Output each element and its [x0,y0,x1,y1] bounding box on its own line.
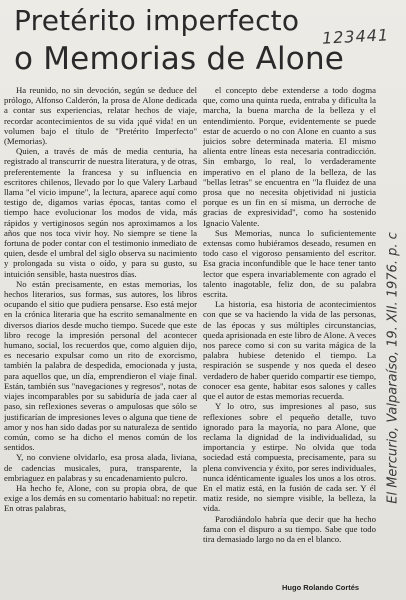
author-byline: Hugo Rolando Cortés [282,583,360,592]
article-column-left [4,85,197,577]
paragraph: Ha hecho fe, Alone, con su propia obra, de que exige a los demás en su comentario habitual: no repetir. En otras palabras, [4,482,197,514]
handwritten-catalog-number: 123441 [321,25,390,48]
paragraph: el concepto debe extenderse a todo dogma que, como una quinta rueda, entraba y dificulta la marcha, la buena marcha de la belleza y el entendimiento. Porque, evidentemente se puede estar de acuerdo o no con Alone en cuanto a sus juicios sobre determinada materia. El mismo alienta entre líneas esta necesaria contradicción. Sin embargo, lo real, lo verdaderamente imperativo en el plano de la belleza, de las "bellas letras" se encuentra en "la fluidez de una prosa que no necesita objetividad ni justicia porque es un fin en sí misma, un derroche de gracias de expresividad", como ha sostenido Ignacio Valente. [203,85,376,228]
paragraph: Ha reunido, no sin devoción, según se deduce del prólogo, Alfonso Calderón, la prosa de Alone dedicada a contar sus experiencias, relatar hechos de viaje, recordar acontecimientos de su vida ¡qué vida! en un volumen bajo el título de "Pretérito Imperfecto"(Memorias). [4,85,197,147]
paragraph: Parodiándolo habría que decir que ha hecho fama con el dispuro a su tiempo. Sabe que todo tira demasiado largo no da en el blanco. [203,513,376,544]
paragraph: La historia, esa historia de acontecimientos con que se va haciendo la vida de las personas, de las épocas y sus múltiples circunstancias, queda aprisionada en este libro de Alone. A veces nos parece como si con su varita mágica de la palabra hubiese detenido el tiempo. La respiración se suspende y nos queda el deseo verdadero de haber querido compartir ese tiempo, conocer esa gente, habitar esos salones y calles que el autor de estas memorias recuerda. [203,299,376,402]
headline-line-1: Pretérito imperfecto [14,4,300,37]
paragraph: Y, no conviene olvidarlo, esa prosa alada, liviana, de cadencias musicales, pura, transparente, la embriaguez en palabras y su encadenamiento pulcro. [4,452,197,483]
paragraph: Sus Memorias, nunca lo suficientemente extensas como hubiéramos deseado, resumen en todo caso el vigoroso pensamiento del escritor. Esa gracia inconfundible que le hace tener tanto lector que espera invariablemente con agrado el talento inagotable, feliz don, de su palabra escrita. [203,227,376,300]
paragraph: Y lo otro, sus impresiones al paso, sus reflexiones sobre el pequeño detalle, tuvo ignorado para la mayoría, no para Alone, que reclama la dignidad de la individualidad, su importancia y estirpe. No olvida que toda sociedad está compuesta, precisamente, para su plena convivencia y éxito, por seres individuales, nunca idénticamente iguales los unos a los otros. En el matiz está, en la fusión de cada ser. Y él matiz reside, no siempre visible, la belleza, la vida. [203,401,376,514]
paragraph: No están precisamente, en estas memorias, los hechos literarios, sus formas, sus autores, los libros ocupando el sitio que pudiera pensarse. Eso está mejor en la crónica literaria que ha escrito semanalmente en diversos diarios desde mucho tiempo. Sucede que este libro recoge la impresión personal del acontecer humano, social, los recuerdos que, como alguien dijo, es necesario expulsar como un rito de exorcismo, también la palabra de despedida, emocionada y justa, para aquellos que, un día, emprendieron el viaje final. Están, también sus "navegaciones y regresos", notas de viajes incomparables por su sabiduría de jada caer al paso, sin reflexiones severas o ampulosas que sólo se justificarían de impresiones leves o alguna que tiene de amor y nos han sido dadas por su naturaleza de sentido común, como se ha dicho el menos común de los sentidos. [4,278,197,453]
headline-line-2: o Memorias de Alone [14,41,345,77]
handwritten-source-note: El Mercurio, Valparaíso, 19. XII. 1976. p. c [385,232,401,504]
article-column-right [203,85,376,577]
paragraph: Quien, a través de más de media centuria, ha registrado al transcurrir de nuestra literatura, y de otras, preferentemente la francesa y su influencia en escritores chilenos, llevado por lo que Valery Larbaud llama "el vicio impune", la lectura, aparece aquí como testigo de, digamos varias épocas, tantas como el tiempo hace evolucionar los modos de vida, más rápidos y vertiginosos según nos aproximamos a los años que nos toca vivir hoy. No siempre se tiene la fortuna de poder contar con el testimonio inmediato de quien, desde el umbral del siglo observa su nacimiento y prolongada su vista o oído, y para su gusto, su intuición sensible, hasta nuestros días. [4,146,197,279]
